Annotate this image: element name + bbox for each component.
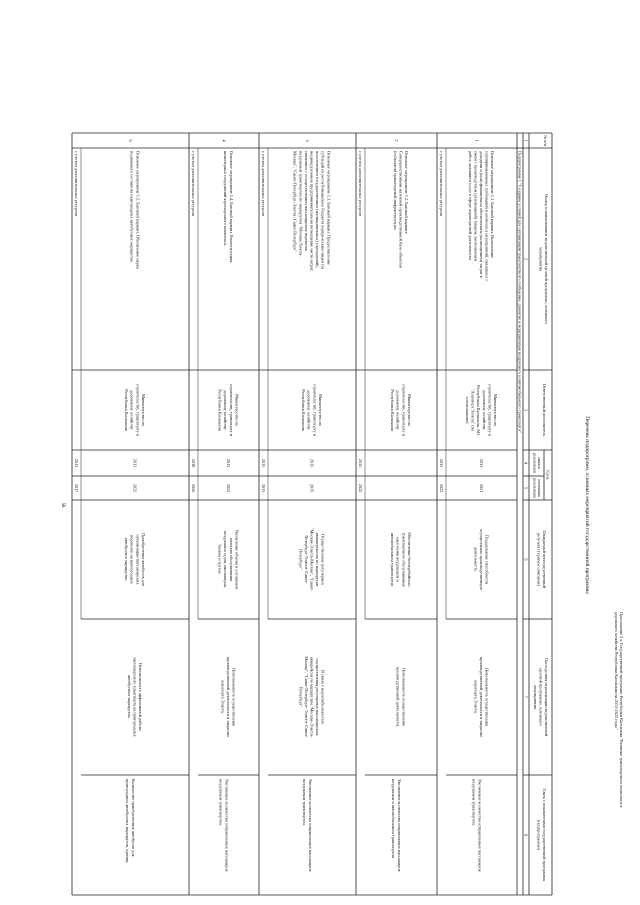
page-number: 58	[60, 502, 65, 508]
table-row-4-result: воздушных судов, пассажиров,	[223, 531, 229, 588]
table-row-3-executor: строительству, транспорту и	[312, 384, 318, 436]
table-row-1-end-year: 2021	[479, 483, 484, 493]
table-row-4-start-year: 2013	[226, 458, 231, 468]
table-row-3-name: индивидуальным предпринимателям на возмещение части затрат,	[309, 151, 315, 272]
table-row-3-consequence: Петербург"	[298, 686, 304, 708]
header-col-executor: Ответственный исполнитель	[542, 383, 547, 437]
header-col-start: реализации	[532, 453, 538, 473]
table-row-2-executor: строительству, транспорту и	[401, 384, 407, 436]
header-col-number: № п/п	[543, 135, 548, 146]
header-col-consequence: Последствия нереализации ведомственной	[544, 657, 549, 737]
table-row-1-result: осуществлять производственную	[479, 529, 484, 590]
table-row-3-start-year: 2015	[309, 458, 315, 468]
table-row-3-indicator: воздушным транспортом.	[302, 779, 308, 826]
document-title: Перечень подпрограмм, основных мероприятий государственной программы	[584, 416, 590, 594]
table-row-3-result: Петербург"	[298, 549, 304, 570]
table-row-4-executor: дорожному хозяйству	[223, 390, 229, 430]
table-row-5-result: автобусных маршрутах.	[124, 537, 130, 582]
table-row-3-result: "Москва-Элиста-Москва", "Санкт-	[309, 527, 315, 592]
table-row-5-consequence: автобусных маршрутах.	[126, 675, 132, 719]
table-row-1-executor: Республики Калмыкия, АО	[476, 385, 482, 435]
table-row-1-name: Основное мероприятие 1.1. Базовый вариант. Выполнение	[490, 151, 496, 259]
table-row-2-executor: дорожному хозяйству	[395, 390, 401, 430]
table-row-3-name: Москва", "Санкт-Петербург-Элиста- Санкт-Петербург"	[292, 151, 298, 253]
annex-text: Приложение 2 к Государственной программе Республики Калмыкия "Развитие транспортного комплекса и	[619, 612, 624, 808]
table-row-2-executor: Министерство по	[406, 393, 412, 427]
table-row-3-indicator: Увеличение количества отправленных пассажиров	[307, 779, 313, 872]
table-row-3-executor: дорожному хозяйству	[306, 390, 312, 430]
table-row-2-consequence: Невозможность осуществления	[401, 668, 407, 726]
table-row-1-name: работ, оказанием услуг в сфере аэропортовой деятельности	[467, 151, 473, 260]
table-row-3-executor: Министерство по	[317, 393, 323, 427]
table-row-5-name: подвижного состава на пригородных автобусных маршрутах	[129, 151, 135, 263]
table-row-2-name: (субъектов) транспортной инфраструктуры	[392, 151, 398, 231]
table-row-5-result: организации пассажирских	[135, 534, 141, 585]
table-row-3-name: связанных с осуществлением пассажирских перевозок	[303, 151, 309, 252]
table-row-2-extra-label: с учетом дополнительных ресурсов	[357, 151, 363, 217]
table-row-5-executor: дорожному хозяйству	[129, 390, 135, 430]
table-row-5-indicator: пригородных автобусных маршрутов, единиц	[125, 779, 131, 863]
col-number-7: 7	[523, 695, 529, 699]
table-row-2-number: 2	[394, 139, 399, 142]
table-row-1-name: доходами и (или) финансовым обеспечением (возмещением) затрат в	[479, 151, 484, 278]
table-row-1-indicator: воздушным транспортом.	[471, 779, 477, 826]
header-col-end: окончания	[537, 479, 542, 497]
table-row-3-result: Петербург-Элиста- Санкт-	[303, 535, 309, 584]
header-col-start: начала	[537, 457, 542, 469]
col-number-5: 5	[523, 486, 529, 490]
table-row-2-result: автомобильным транспортом	[390, 532, 396, 587]
table-row-4-executor: строительству, транспорту и	[228, 384, 234, 436]
table-row-1-extra-start: 2015	[438, 458, 444, 468]
header-col-result: Ожидаемый непосредственный	[542, 530, 547, 589]
table-row-4-name: Основное мероприятие 1.4. Базовый вариант. Реконструкция	[228, 151, 234, 263]
header-col-name: мероприятия	[538, 247, 544, 271]
table-row-5-executor: строительству, транспорту и	[135, 384, 141, 436]
col-number-6: 6	[523, 558, 529, 561]
col-number-4: 4	[523, 461, 529, 465]
header-col-result: результат (краткое описание)	[536, 532, 542, 587]
table-row-1-result: деятельность.	[473, 546, 479, 573]
table-row-3-extra-end: 2015	[260, 483, 266, 493]
table-row-2-result: транспортного обслуживания	[401, 532, 407, 587]
table-row-1-name: связи с производством (реализацией) товаров, выполнением	[473, 151, 479, 262]
table-row-5-indicator: Количество приобретенных автобусов для	[130, 779, 136, 857]
table-row-4-consequence: Невозможность осуществления	[231, 668, 237, 726]
table-row-4-name: инженерных сооружений аэропортового комплекса.	[223, 151, 229, 246]
header-col-consequence: мероприятия	[532, 685, 538, 709]
table-row-1-name: сертификационных требований и комплекса мероприятий, связанных с	[484, 151, 490, 282]
table-row-2-executor: Республики Калмыкия	[390, 389, 396, 431]
table-row-5-start-year: 2013	[132, 458, 138, 468]
table-row-1-executor: согласованию)	[465, 396, 470, 424]
table-row-1-consequence: аэропорта Элиста.	[473, 680, 479, 714]
subprogram-title: Подпрограмма 1 "Создание условий для организации транспортного сообщения, развитие и модернизация воздушного и автомобильного транспорта"	[517, 151, 523, 433]
table-row-2-indicator: Увеличение количества отправленных пассажиров	[396, 779, 402, 872]
table-row-3-name: воздушным транспортом по маршрутам "Москва-Элиста-	[298, 151, 304, 257]
header-col-consequence: целевой программы, основного	[538, 668, 544, 726]
table-row-1-executor: "Аэропорт Элиста" (по	[470, 388, 476, 432]
table-row-1-extra-label: с учетом дополнительных ресурсов	[438, 151, 444, 217]
table-row-2-indicator: воздушным и автомобильным транспортом	[391, 779, 397, 859]
table-row-4-extra-end: 2020	[190, 483, 196, 493]
table-row-3-name: Основное мероприятие 1.3. Базовый вариант. Предоставление	[326, 151, 332, 265]
col-number-8: 8	[523, 833, 529, 837]
table-row-4-result: качества обслуживания	[228, 538, 234, 581]
table-row-1-number: 1	[474, 139, 480, 142]
table-row-1-result: Поддержание способности	[484, 534, 490, 585]
annex-text: дорожного хозяйства Республики Калмыкия на 2013-2025 годы"	[614, 612, 619, 730]
header-srok: Срок	[545, 470, 551, 480]
table-row-3-result: авиаперевозок по маршрутам	[315, 532, 321, 587]
header-col-indicator: Связь с показателями государственной программы	[542, 788, 547, 882]
table-row-5-extra-start: 2013	[73, 458, 79, 468]
table-row-3-consequence: авиарейсов по маршрутам "Москва-Элиста-	[309, 656, 315, 738]
table-row-2-consequence: производственной деятельности.	[395, 666, 401, 728]
table-row-2-name: Совершенствование наземной производственной базы объектов	[398, 151, 404, 269]
table-row-5-consequence: пассажирского транспорта на пригородных	[132, 657, 138, 737]
table-row-1-start-year: 2013	[479, 458, 484, 468]
table-row-1-consequence: производственной деятельности и закрытие	[479, 656, 484, 738]
table-row-4-result: Увеличение объема и улучшение	[234, 529, 240, 590]
table-row-1-consequence: Невозможность осуществления	[484, 668, 490, 726]
table-row-1-executor: дорожному хозяйству	[481, 390, 487, 430]
header-col-name: Номер и наименование ведомственной целевой программы, основного	[544, 194, 549, 324]
table-row-2-result: населения воздушным и	[395, 537, 401, 582]
table-row-4-indicator: воздушным транспортом.	[218, 779, 224, 826]
table-row-3-consequence: В связи с нерентабельностью	[320, 670, 326, 724]
table-row-4-extra-label: с учетом дополнительных ресурсов	[190, 151, 196, 217]
table-row-5-end-year: 2022	[132, 483, 138, 493]
table-row-5-result: перевозок на пригородных	[129, 535, 135, 584]
table-row-4-executor: Республики Калмыкия	[217, 389, 223, 431]
table-row-5-extra-end: 2017	[73, 483, 79, 493]
table-row-3-end-year: 2015	[309, 483, 315, 493]
col-number-1: 1	[523, 139, 529, 142]
table-row-1-extra-end: 2023	[438, 483, 444, 493]
table-row-4-consequence: аэропорта Элиста.	[220, 680, 226, 714]
col-number-2: 2	[523, 257, 529, 261]
table-row-3-result: Осуществление регулярных	[320, 533, 326, 586]
table-row-5-result: Приобретение автобусов для	[140, 533, 146, 586]
table-row-3-extra-start: 2015	[260, 458, 266, 468]
table-row-4-indicator: Увеличение количества отправленных пассажиров	[224, 779, 230, 872]
table-row-3-name: исключением государственных (муниципальных) учреждений),	[315, 151, 321, 268]
table-row-5-extra-label: с учетом дополнительных ресурсов	[73, 151, 79, 217]
table-row-2-extra-start: 2015	[357, 458, 363, 468]
table-row-5-executor: Министерство по	[140, 393, 146, 427]
table-row-3-consequence: Москва", "Санкт-Петербург- Элиста- Санкт-	[303, 656, 309, 738]
table-row-1-indicator: Увеличение количества отправленных пассажиров	[477, 779, 483, 872]
table-row-4-extra-start: 2018	[190, 458, 196, 468]
table-row-5-consequence: Невозможность эффективной работы	[138, 662, 144, 732]
table-row-3-number: 3	[305, 139, 310, 142]
table-row-3-extra-label: с учетом дополнительных ресурсов	[260, 151, 266, 217]
table-row-2-name: Основное мероприятие 1.2. Базовый вариант.	[404, 151, 410, 234]
table-row-3-executor: Республики Калмыкия	[301, 389, 307, 431]
table-row-2-result: Обеспечение бесперебойного	[406, 532, 412, 587]
table-row-5-number: 5	[128, 139, 133, 142]
table-row-4-consequence: производственной деятельности и закрытие	[226, 656, 231, 738]
page-content-rotated	[60, 133, 624, 895]
table-row-1-executor: строительству, транспорту и	[487, 384, 493, 436]
table-row-3-name: субсидий из республиканского бюджета юридическим лицам (за	[320, 151, 326, 270]
table-row-4-executor: Министерство по	[234, 393, 240, 427]
table-row-4-number: 4	[221, 139, 227, 142]
table-row-5-name: Основное мероприятие 1.5. Базовый вариант. Обновление парка	[135, 151, 141, 269]
table-row-4-result: багажа и грузов.	[217, 544, 223, 575]
col-number-3: 3	[523, 408, 529, 412]
table-row-4-end-year: 2022	[226, 483, 231, 493]
table-row-5-executor: Республики Калмыкия	[124, 389, 130, 431]
header-col-end: реализации	[532, 478, 538, 498]
table-row-2-extra-end: 2022	[357, 483, 363, 493]
table-row-3-consequence: осуществления регулярных пассажирских	[315, 658, 321, 736]
header-col-indicator: (подпрограммы)	[536, 819, 542, 851]
table-row-1-executor: Министерство по	[493, 393, 498, 427]
